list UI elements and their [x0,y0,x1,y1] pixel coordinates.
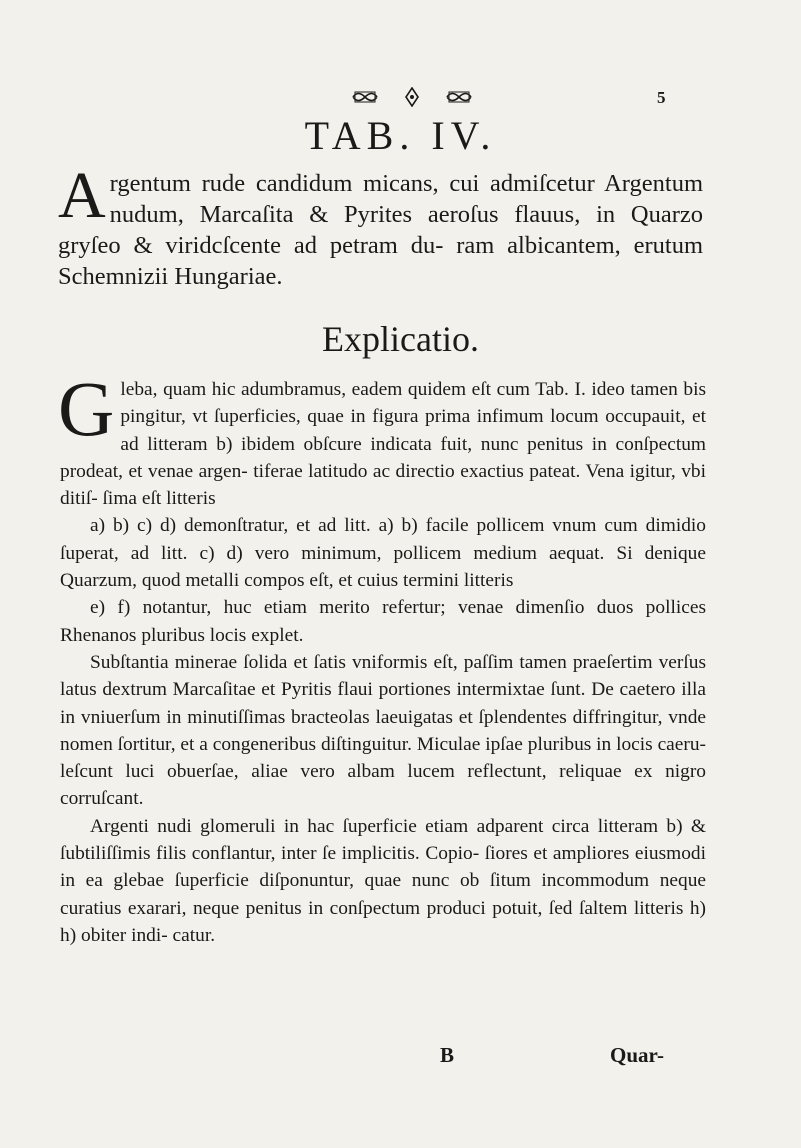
body-initial: G [58,365,115,452]
intro-initial: A [58,159,106,232]
diamond-ornament-icon [405,87,419,107]
intro-text: rgentum rude candidum micans, cui admiſcetur Argentum nudum, Marcaſita & Pyrites aeroſus flauus, in Quarzo gryſeo & viridcſcente ad petram du- ram albicantem, erutum Schemnizii Hungariae. [58,170,703,290]
paragraph: Subſtantia minerae ſolida et ſatis vniformis eſt, paſſim tamen praeſertim verſus latus dextrum Marcaſitae et Pyritis flaui portiones intermixtae ſunt. De caetero illa in vniuerſum in minutiſſimas bracteolas laeuigatas et ſplendentes diffringitur, vnde nomen ſortitur, et a congeneribus diſtinguitur. Miculae ipſae pluribus in locis caeru- leſcunt luci obuerſae, aliae vero albam lucem reflectunt, reliquae ex nigro corruſcant. [60,651,706,810]
fleuron-left-icon [352,90,378,104]
body-text [58,365,706,949]
plate-title: TAB. IV. [304,113,497,158]
catchword: Quar- [610,1043,665,1067]
paragraph: Argenti nudi glomeruli in hac ſuperficie etiam adparent circa litteram b) & ſubtiliſſimis filis conflantur, inter ſe implicitis. Copio- ſiores et ampliores eiusmodi in ea glebae ſuperficie diſponuntur, quae nunc ob ſitum incommodum neque curatius exarari, neque penitus in conſpectum produci potuit, ſed ſaltem litteris h) h) obiter indi- catur. [60,815,706,946]
fleuron-right-icon [446,90,472,104]
paragraph: a) b) c) d) demonſtratur, et ad litt. a) b) facile pollicem vnum cum dimidio ſuperat, ad litt. c) d) vero minimum, pollicem medium aequat. Si denique Quarzum, quod metalli compos eſt, et cuius termini litteris [60,515,706,592]
header-ornament [352,86,472,108]
page-number: 5 [657,88,666,107]
page-footer [0,1043,801,1073]
paragraph: e) f) notantur, huc etiam merito refertur; venae dimenſio duos pollices Rhenanos pluribus locis explet. [60,597,706,646]
section-heading: Explicatio. [322,319,479,359]
signature-mark: B [440,1043,455,1067]
paragraph: Gleba, quam hic adumbramus, eadem quidem eſt cum Tab. I. ideo tamen bis pingitur, vt ſuperficies, quae in figura prima infimum locum occupauit, et ad litteram b) ibidem obſcure indicata fuit, nunc penitus in conſpectum prodeat, et venae argen- tiferae latitudo ac directio exactius pateat. Vena igitur, vbi ditiſ- ſima eſt litteris [58,365,706,510]
specimen-description [58,159,703,292]
